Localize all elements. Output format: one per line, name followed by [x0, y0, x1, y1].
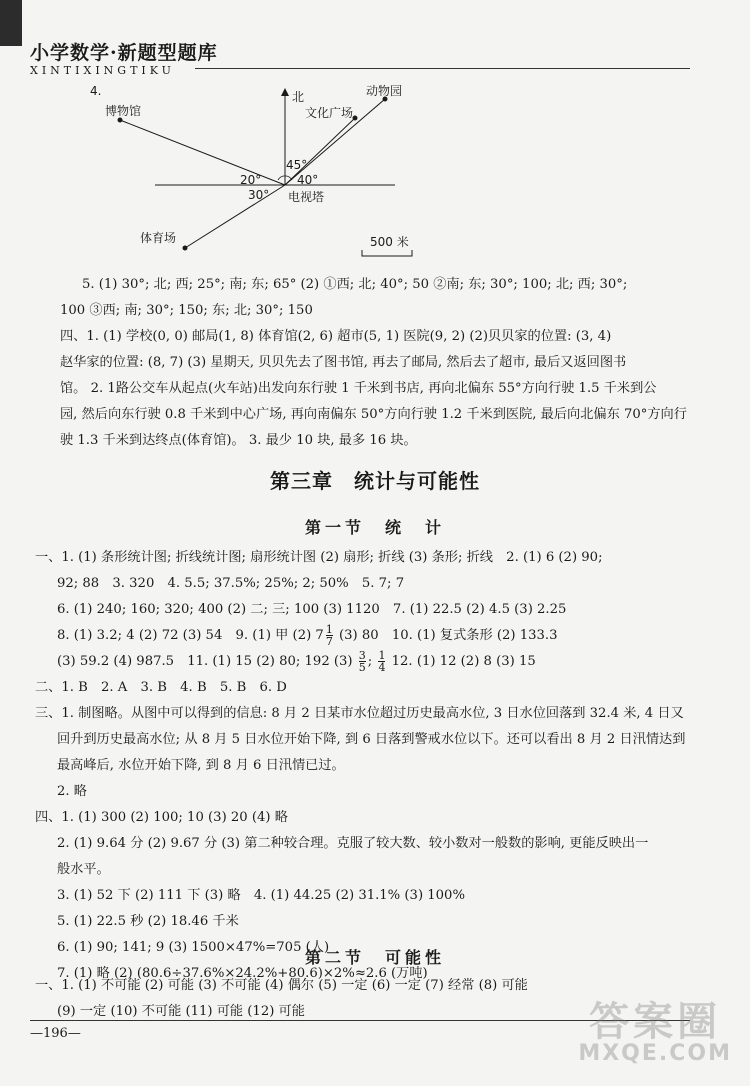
answer-s4-line2: 赵华家的位置: (8, 7) (3) 星期天, 贝贝先去了图书馆, 再去了邮局, 然后去了超市, 最后又返回图书: [60, 355, 627, 370]
answer-s4-line3: 馆。 2. 1路公交车从起点(火车站)出发向东行驶 1 千米到书店, 再向北偏东 55°方向行驶 1.5 千米到公: [60, 381, 657, 396]
s1-line: 般水平。: [57, 862, 110, 877]
running-header-pinyin: XINTIXINGTIKU: [30, 64, 175, 77]
angle-30-label: 30°: [248, 188, 270, 202]
answer-s4-line5: 驶 1.3 千米到达终点(体育馆)。 3. 最少 10 块, 最多 16 块。: [60, 433, 417, 448]
watermark-logo: [578, 990, 732, 1066]
s1-line: 3. (1) 52 下 (2) 111 下 (3) 略 4. (1) 44.25 (2) 31.1% (3) 100%: [57, 888, 465, 903]
running-header-title: 小学数学·新题型题库: [30, 42, 218, 64]
s1-line: 二、1. B 2. A 3. B 4. B 5. B 6. D: [35, 680, 287, 695]
header-rule: [195, 68, 690, 69]
page-number: —196—: [30, 1026, 81, 1041]
fraction-numerator: 1: [378, 649, 386, 662]
section2-title: 第二节 可能性: [304, 948, 445, 967]
culture-square-label: 文化广场: [305, 106, 354, 120]
s2-line: 一、1. (1) 不可能 (2) 可能 (3) 不可能 (4) 偶尔 (5) 一定 (6) 一定 (7) 经常 (8) 可能: [35, 978, 528, 993]
line-to-gym: [185, 185, 285, 248]
s1-line: 6. (1) 90; 141; 9 (3) 1500×47%=705 (人): [57, 940, 330, 955]
angle-20-label: 20°: [240, 173, 262, 187]
s1-line: 2. 略: [57, 784, 87, 799]
tv-tower-label: 电视塔: [288, 190, 325, 204]
zoo-label: 动物园: [366, 84, 403, 98]
answers-geometry: [60, 272, 700, 454]
gym-label: 体育场: [140, 231, 177, 245]
fraction-denominator: 7: [325, 635, 333, 648]
s2-line: (9) 一定 (10) 不可能 (11) 可能 (12) 可能: [57, 1004, 305, 1019]
s1-line: 四、1. (1) 300 (2) 100; 10 (3) 20 (4) 略: [35, 810, 288, 825]
s1-text: 8. (1) 3.2; 4 (2) 72 (3) 54 9. (1) 甲 (2) 7: [57, 628, 324, 643]
section1-title: 第一节 统 计: [304, 518, 445, 537]
s1-line-with-fractions: [35, 649, 700, 675]
s1-line: 三、1. 制图略。从图中可以得到的信息: 8 月 2 日某市水位超过历史最高水位, 3 日水位回落到 32.4 米, 4 日又: [35, 706, 684, 721]
s1-line: 6. (1) 240; 160; 320; 400 (2) 二; 三; 100 (3) 1120 7. (1) 22.5 (2) 4.5 (3) 2.25: [57, 602, 567, 617]
scale-bar: [362, 250, 412, 256]
fraction: [326, 624, 333, 647]
corner-band: [0, 0, 22, 46]
answer-s4-line1: 四、1. (1) 学校(0, 0) 邮局(1, 8) 体育馆(2, 6) 超市(5, 1) 医院(9, 2) (2)贝贝家的位置: (3, 4): [60, 329, 612, 344]
s1-line: 最高峰后, 水位开始下降, 到 8 月 6 日汛情已过。: [57, 758, 345, 773]
museum-label: 博物馆: [105, 104, 142, 118]
watermark-text: 答案圈: [589, 999, 722, 1045]
fraction-denominator: 5: [358, 661, 366, 674]
scale-label: 500 米: [370, 235, 409, 249]
gym-point: [183, 246, 188, 251]
s1-line: 一、1. (1) 条形统计图; 折线统计图; 扇形统计图 (2) 扇形; 折线 (3) 条形; 折线 2. (1) 6 (2) 90;: [35, 550, 603, 565]
diagram-item-number: 4.: [90, 84, 102, 98]
angle-45-label: 45°: [286, 158, 308, 172]
answer-s4-line4: 园, 然后向东行驶 0.8 千米到中心广场, 再向南偏东 50°方向行驶 1.2 千米到医院, 最后向北偏东 70°方向行: [60, 407, 687, 422]
fraction: [359, 650, 366, 673]
fraction-denominator: 4: [378, 661, 386, 674]
direction-diagram: [0, 80, 750, 270]
fraction-numerator: 1: [325, 623, 333, 636]
north-label: 北: [292, 90, 305, 104]
section1-answers: [35, 545, 700, 987]
watermark-url: MXQE.COM: [578, 1041, 732, 1066]
chapter-title: 第三章 统计与可能性: [270, 469, 480, 493]
museum-point: [118, 118, 123, 123]
s1-line: 回升到历史最高水位; 从 8 月 5 日水位开始下降, 到 6 日落到警戒水位以下。还可以看出 8 月 2 日汛情达到: [57, 732, 686, 747]
s1-text: 12. (1) 12 (2) 8 (3) 15: [391, 654, 536, 669]
answer-q5-line1: 5. (1) 30°; 北; 西; 25°; 南; 东; 65° (2) ①西; 北; 40°; 50 ②南; 东; 30°; 100; 北; 西; 30°;: [82, 277, 628, 292]
s1-text: (3) 80 10. (1) 复式条形 (2) 133.3: [339, 628, 558, 643]
s1-text: (3) 59.2 (4) 987.5 11. (1) 15 (2) 80; 192 (3): [57, 654, 353, 669]
answer-q5-line2: 100 ③西; 南; 30°; 150; 东; 北; 30°; 150: [60, 303, 313, 318]
north-arrow-icon: [281, 88, 289, 96]
fraction: [378, 650, 385, 673]
s1-line: 92; 88 3. 320 4. 5.5; 37.5%; 25%; 2; 50% 5. 7; 7: [57, 576, 405, 591]
angle-40-label: 40°: [297, 173, 319, 187]
line-to-culture-square: [285, 118, 355, 185]
s1-line-with-fraction: [35, 623, 700, 649]
fraction-separator: ;: [367, 654, 373, 669]
s1-line: 7. (1) 略 (2) (80.6÷37.6%×24.2%+80.6)×2%≈2.6 (万吨): [57, 966, 428, 981]
s1-line: 2. (1) 9.64 分 (2) 9.67 分 (3) 第二种较合理。克服了较大数、较小数对一般数的影响, 更能反映出一: [57, 836, 649, 851]
s1-line: 5. (1) 22.5 秒 (2) 18.46 千米: [57, 914, 239, 929]
culture-square-point: [353, 116, 358, 121]
fraction-numerator: 3: [358, 649, 366, 662]
